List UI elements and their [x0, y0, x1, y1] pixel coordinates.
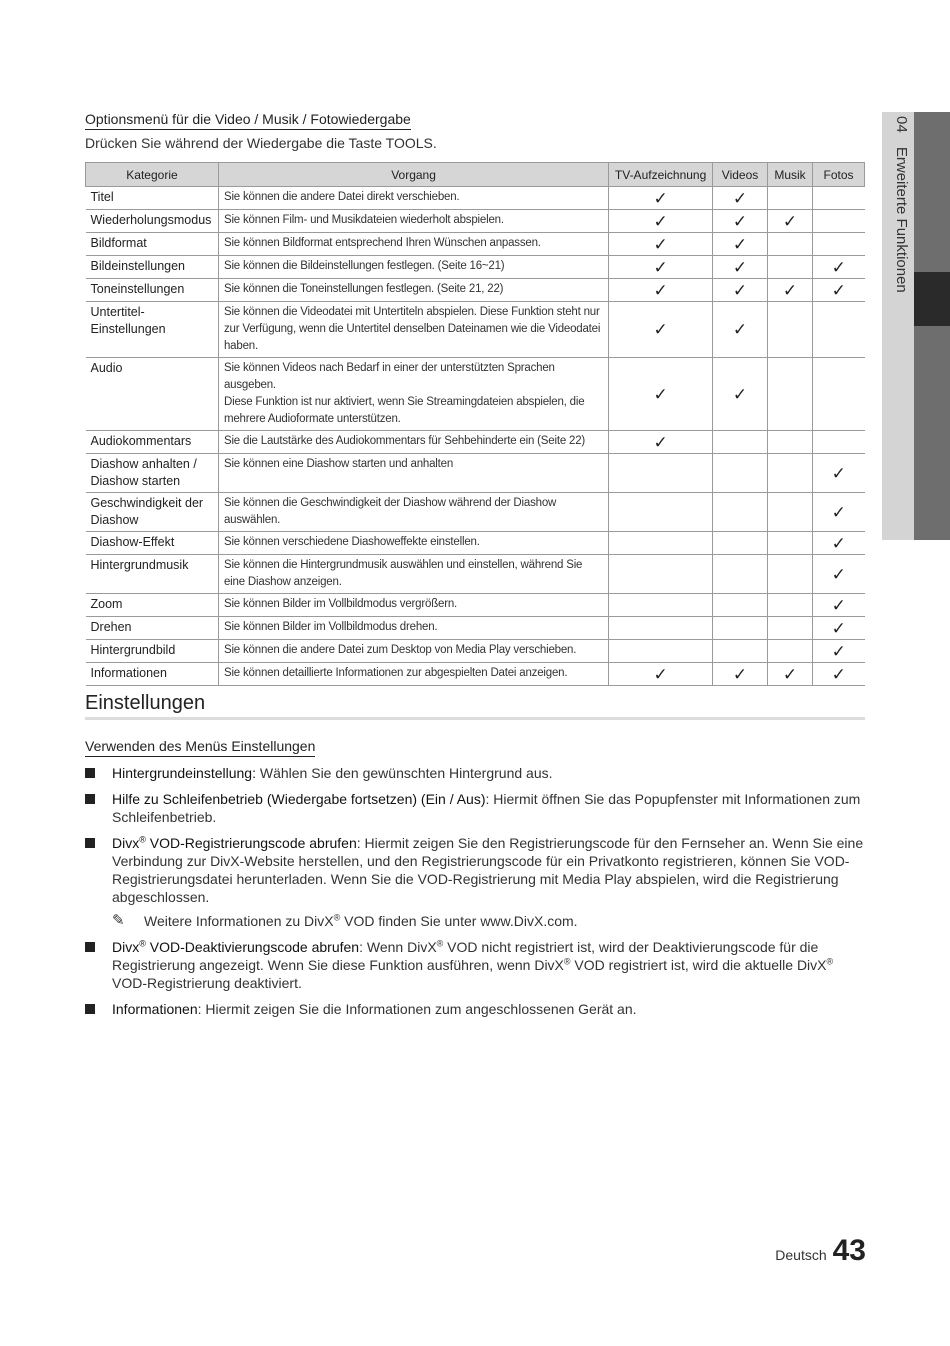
cell-musik	[768, 454, 813, 493]
bullet-text: Wählen Sie den gewünschten Hintergrund aus.	[255, 765, 553, 781]
checkmark-icon: ✓	[732, 257, 748, 277]
checkmark-icon: ✓	[653, 280, 668, 300]
cell-fotos	[813, 210, 865, 233]
cell-fotos	[813, 454, 865, 493]
cell-fotos	[813, 358, 865, 431]
bullet-square-icon	[85, 838, 95, 848]
pencil-note-icon: ✎	[112, 912, 125, 929]
checkmark-icon: ✓	[831, 280, 846, 300]
cell-kategorie: Geschwindigkeit der Diashow	[86, 493, 219, 532]
cell-videos	[713, 663, 768, 686]
checkmark-icon: ✓	[831, 463, 846, 483]
cell-musik	[768, 493, 813, 532]
checkmark-icon: ✓	[782, 664, 798, 684]
list-item	[85, 790, 870, 826]
bullet-term: Divx® VOD-Deaktivierungscode abrufen	[112, 938, 360, 955]
cell-fotos	[813, 187, 865, 210]
cell-fotos	[813, 617, 865, 640]
cell-videos	[713, 187, 768, 210]
cell-fotos	[813, 555, 865, 594]
table-row	[86, 256, 865, 279]
options-table	[85, 162, 865, 686]
cell-kategorie: Toneinstellungen	[86, 279, 219, 302]
cell-musik	[768, 302, 813, 358]
cell-vorgang: Sie können die andere Datei zum Desktop von Media Play verschieben.	[218, 640, 608, 663]
checkmark-icon: ✓	[782, 280, 798, 300]
cell-kategorie: Bildeinstellungen	[86, 256, 219, 279]
col-header-tv: TV-Aufzeichnung	[609, 163, 713, 187]
cell-videos	[713, 594, 768, 617]
checkmark-icon: ✓	[653, 664, 668, 684]
col-header-videos: Videos	[713, 163, 768, 187]
options-heading: Optionsmenü für die Video / Musik / Fotowiedergabe	[85, 111, 411, 130]
settings-title: Einstellungen	[85, 692, 865, 720]
cell-videos	[713, 279, 768, 302]
cell-fotos	[813, 256, 865, 279]
cell-tv	[609, 617, 713, 640]
cell-vorgang: Sie können Bilder im Vollbildmodus vergrößern.	[218, 594, 608, 617]
cell-vorgang: Sie können Film- und Musikdateien wiederholt abspielen.	[218, 210, 608, 233]
cell-videos	[713, 256, 768, 279]
checkmark-icon: ✓	[831, 502, 846, 522]
settings-list	[85, 764, 870, 1026]
checkmark-icon: ✓	[732, 280, 748, 300]
cell-tv	[609, 210, 713, 233]
cell-tv	[609, 594, 713, 617]
cell-videos	[713, 493, 768, 532]
cell-tv	[609, 532, 713, 555]
chapter-label	[888, 116, 910, 293]
cell-musik	[768, 358, 813, 431]
table-header-row	[86, 163, 865, 187]
cell-tv	[609, 454, 713, 493]
note-text: Weitere Informationen zu DivX® VOD finden Sie unter www.DivX.com.	[144, 912, 578, 929]
bullet-term: Hilfe zu Schleifenbetrieb (Wiedergabe fortsetzen) (Ein / Aus)	[112, 791, 486, 807]
cell-fotos	[813, 532, 865, 555]
table-row	[86, 640, 865, 663]
table-row	[86, 493, 865, 532]
bullet-square-icon	[85, 942, 95, 952]
checkmark-icon: ✓	[653, 384, 668, 404]
table-row	[86, 532, 865, 555]
cell-vorgang: Sie können die Geschwindigkeit der Diashow während der Diashow auswählen.	[218, 493, 608, 532]
list-item	[85, 938, 870, 992]
table-row	[86, 663, 865, 686]
checkmark-icon: ✓	[831, 641, 846, 661]
cell-vorgang: Sie können detaillierte Informationen zur abgespielten Datei anzeigen.	[218, 663, 608, 686]
cell-vorgang: Sie können die Bildeinstellungen festlegen. (Seite 16~21)	[218, 256, 608, 279]
cell-tv	[609, 663, 713, 686]
cell-musik	[768, 279, 813, 302]
chapter-tab-strip	[914, 112, 950, 540]
cell-tv	[609, 302, 713, 358]
settings-subheading: Verwenden des Menüs Einstellungen	[85, 738, 315, 757]
table-row	[86, 210, 865, 233]
cell-vorgang: Sie können Videos nach Bedarf in einer der unterstützten Sprachen ausgeben. Diese Funktion ist nur aktiviert, wenn Sie Streamingdateien abspielen, die mehrere Audioformate unterstützen.	[218, 358, 608, 431]
cell-musik	[768, 233, 813, 256]
cell-kategorie: Zoom	[86, 594, 219, 617]
footer-language: Deutsch	[775, 1247, 827, 1263]
cell-vorgang: Sie können die Toneinstellungen festlegen. (Seite 21, 22)	[218, 279, 608, 302]
cell-tv	[609, 358, 713, 431]
checkmark-icon: ✓	[831, 533, 846, 553]
checkmark-icon: ✓	[732, 664, 748, 684]
cell-fotos	[813, 640, 865, 663]
checkmark-icon: ✓	[653, 257, 668, 277]
checkmark-icon: ✓	[831, 664, 846, 684]
table-row	[86, 187, 865, 210]
col-header-kategorie: Kategorie	[86, 163, 219, 187]
cell-kategorie: Audiokommentars	[86, 431, 219, 454]
cell-tv	[609, 431, 713, 454]
checkmark-icon: ✓	[831, 564, 846, 584]
page-footer	[775, 1234, 866, 1268]
bullet-term: Hintergrundeinstellung:	[112, 765, 256, 781]
cell-musik	[768, 663, 813, 686]
table-row	[86, 594, 865, 617]
cell-tv	[609, 233, 713, 256]
bullet-term: Divx® VOD-Registrierungscode abrufen	[112, 834, 357, 851]
cell-fotos	[813, 594, 865, 617]
table-row	[86, 233, 865, 256]
cell-musik	[768, 187, 813, 210]
table-row	[86, 358, 865, 431]
cell-tv	[609, 555, 713, 594]
cell-tv	[609, 640, 713, 663]
bullet-text: : Hiermit zeigen Sie den Registrierungscode für den Fernseher an. Wenn Sie eine Verbindung zur DivX-Website herstellen, und den Registrierungscode für ein Privatkonto registrieren, können Sie VOD-Registrierungsdatei herunterladen. Wenn Sie die VOD-Registrierung mit Media Play abspielen, wird die Registrierung abgeschlossen.	[112, 835, 864, 905]
table-row	[86, 302, 865, 358]
table-row	[86, 454, 865, 493]
checkmark-icon: ✓	[831, 595, 846, 615]
options-intro: Drücken Sie während der Wiedergabe die Taste TOOLS.	[85, 135, 437, 151]
cell-musik	[768, 431, 813, 454]
cell-fotos	[813, 279, 865, 302]
checkmark-icon: ✓	[732, 320, 748, 339]
cell-vorgang: Sie können eine Diashow starten und anhalten	[218, 454, 608, 493]
cell-vorgang: Sie können Bilder im Vollbildmodus drehen.	[218, 617, 608, 640]
bullet-term: Informationen	[112, 1001, 198, 1017]
cell-videos	[713, 210, 768, 233]
checkmark-icon: ✓	[653, 211, 668, 231]
table-row	[86, 555, 865, 594]
cell-vorgang: Sie können Bildformat entsprechend Ihren Wünschen anpassen.	[218, 233, 608, 256]
cell-kategorie: Informationen	[86, 663, 219, 686]
cell-musik	[768, 532, 813, 555]
cell-kategorie: Untertitel- Einstellungen	[86, 302, 219, 358]
cell-videos	[713, 640, 768, 663]
cell-videos	[713, 617, 768, 640]
list-item	[85, 1000, 870, 1018]
cell-videos	[713, 454, 768, 493]
cell-videos	[713, 532, 768, 555]
cell-tv	[609, 256, 713, 279]
cell-kategorie: Bildformat	[86, 233, 219, 256]
cell-videos	[713, 302, 768, 358]
page-number: 43	[832, 1234, 866, 1267]
checkmark-icon: ✓	[653, 432, 668, 452]
cell-musik	[768, 555, 813, 594]
cell-tv	[609, 279, 713, 302]
bullet-square-icon	[85, 768, 95, 778]
cell-fotos	[813, 663, 865, 686]
checkmark-icon: ✓	[653, 320, 668, 339]
cell-fotos	[813, 302, 865, 358]
checkmark-icon: ✓	[782, 211, 798, 231]
cell-videos	[713, 358, 768, 431]
cell-musik	[768, 256, 813, 279]
cell-fotos	[813, 493, 865, 532]
cell-vorgang: Sie können verschiedene Diashoweffekte einstellen.	[218, 532, 608, 555]
cell-vorgang: Sie können die andere Datei direkt verschieben.	[218, 187, 608, 210]
list-item	[85, 764, 870, 782]
bullet-text: : Hiermit zeigen Sie die Informationen zum angeschlossenen Gerät an.	[197, 1001, 637, 1017]
bullet-square-icon	[85, 1004, 95, 1014]
checkmark-icon: ✓	[732, 211, 748, 231]
chapter-number: 04	[893, 116, 910, 133]
checkmark-icon: ✓	[653, 234, 668, 254]
cell-fotos	[813, 431, 865, 454]
cell-vorgang: Sie können die Hintergrundmusik auswählen und einstellen, während Sie eine Diashow anzeigen.	[218, 555, 608, 594]
chapter-tab-marker	[914, 272, 950, 326]
table-row	[86, 617, 865, 640]
cell-videos	[713, 555, 768, 594]
checkmark-icon: ✓	[831, 257, 846, 277]
cell-kategorie: Titel	[86, 187, 219, 210]
col-header-vorgang: Vorgang	[218, 163, 608, 187]
cell-vorgang: Sie die Lautstärke des Audiokommentars für Sehbehinderte ein (Seite 22)	[218, 431, 608, 454]
checkmark-icon: ✓	[732, 188, 748, 208]
note	[112, 912, 870, 930]
checkmark-icon: ✓	[732, 384, 748, 404]
bullet-square-icon	[85, 794, 95, 804]
cell-musik	[768, 640, 813, 663]
cell-musik	[768, 594, 813, 617]
checkmark-icon: ✓	[653, 188, 668, 208]
checkmark-icon: ✓	[732, 234, 748, 254]
checkmark-icon: ✓	[831, 618, 846, 638]
bullet-text: : Wenn DivX® VOD nicht registriert ist, wird der Deaktivierungscode für die Registrierung angezeigt. Wenn Sie diese Funktion ausführen, wenn DivX® VOD registriert ist, wird die aktuelle DivX® VOD-Registrierung deaktiviert.	[112, 938, 834, 991]
col-header-musik: Musik	[768, 163, 813, 187]
cell-kategorie: Diashow-Effekt	[86, 532, 219, 555]
cell-videos	[713, 233, 768, 256]
cell-kategorie: Hintergrundbild	[86, 640, 219, 663]
list-item	[85, 834, 870, 906]
cell-kategorie: Diashow anhalten / Diashow starten	[86, 454, 219, 493]
cell-kategorie: Audio	[86, 358, 219, 431]
cell-videos	[713, 431, 768, 454]
cell-vorgang: Sie können die Videodatei mit Untertiteln abspielen. Diese Funktion steht nur zur Verfügung, wenn die Untertitel denselben Dateinamen wie die Videodatei haben.	[218, 302, 608, 358]
col-header-fotos: Fotos	[813, 163, 865, 187]
cell-tv	[609, 493, 713, 532]
table-row	[86, 431, 865, 454]
cell-fotos	[813, 233, 865, 256]
chapter-title: Erweiterte Funktionen	[893, 146, 910, 293]
bullet-text: : Hiermit öffnen Sie das Popupfenster mit Informationen zum Schleifenbetrieb.	[112, 791, 861, 825]
cell-kategorie: Wiederholungsmodus	[86, 210, 219, 233]
cell-musik	[768, 617, 813, 640]
cell-kategorie: Hintergrundmusik	[86, 555, 219, 594]
cell-musik	[768, 210, 813, 233]
cell-kategorie: Drehen	[86, 617, 219, 640]
table-row	[86, 279, 865, 302]
cell-tv	[609, 187, 713, 210]
